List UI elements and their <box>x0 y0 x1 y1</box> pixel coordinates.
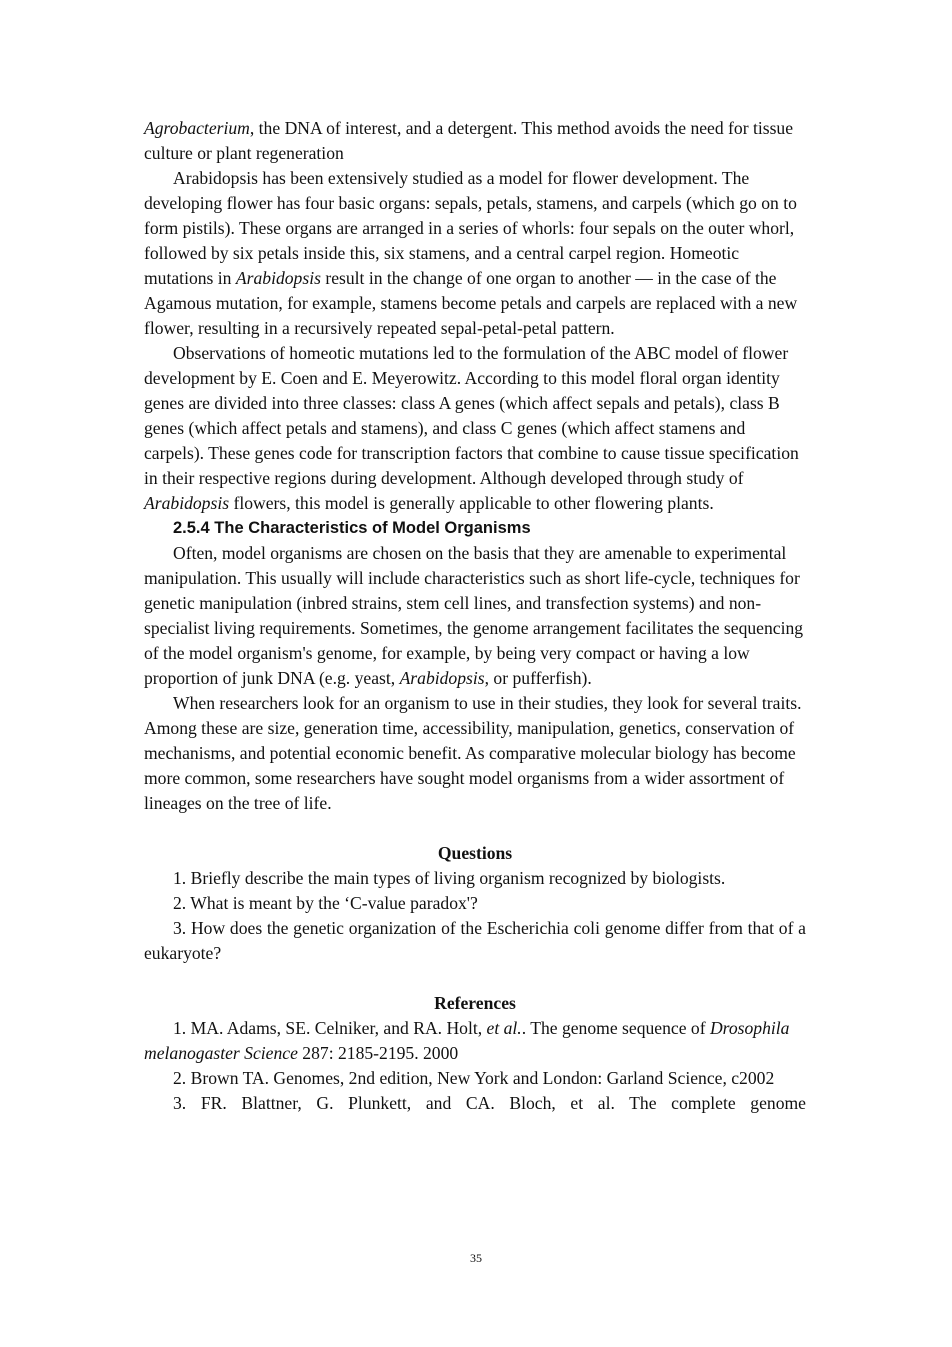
term-agrobacterium: Agrobacterium <box>144 118 250 138</box>
spacer <box>144 816 806 841</box>
question-item: 1. Briefly describe the main types of living organism recognized by biologists. <box>173 868 726 888</box>
paragraph-model-organisms: Often, model organisms are chosen on the basis that they are amenable to experimental manipulation. This usually will include characteristics such as short life-cycle, techniques for genetic manipulation (inbred strains, stem cell lines, and transfection systems) and non-specialist living requirements. Sometimes, the genome arrangement facilitates the sequencing of the model organism's genome, for example, by being very compact or having a low proportion of junk DNA (e.g. yeast, Arabidopsis, or pufferfish). <box>144 543 804 688</box>
question-item: 2. What is meant by the ‘C-value paradox'? <box>173 893 478 913</box>
term-arabidopsis: Arabidopsis <box>144 493 230 513</box>
paragraph-organism-traits: When researchers look for an organism to use in their studies, they look for several traits. Among these are size, generation time, accessibility, manipulation, genetics, conservation of mechanisms, and potential economic benefit. As comparative molecular biology has become more common, some researchers have sought model organisms from a wider assortment of lineages on the tree of life. <box>144 693 802 813</box>
questions-title: Questions <box>437 843 513 863</box>
paragraph-arabidopsis-flower: Arabidopsis has been extensively studied as a model for flower development. The developing flower has four basic organs: sepals, petals, stamens, and carpels (which go on to form pistils). These organs are arranged in a series of whorls: four sepals on the outer whorl, followed by six petals inside this, six stamens, and a central carpel region. Homeotic mutations in Arabidopsis result in the change of one organ to another — in the case of the Agamous mutation, for example, stamens become petals and carpels are replaced with a new flower, resulting in a recursively repeated sepal-petal-petal pattern. <box>144 168 798 338</box>
section-heading: 2.5.4 The Characteristics of Model Organisms <box>173 519 531 537</box>
spacer <box>144 966 806 991</box>
reference-item: 3. FR. Blattner, G. Plunkett, and CA. Bloch, et al. The complete genome <box>173 1093 806 1113</box>
reference-item: 1. MA. Adams, SE. Celniker, and RA. Holt, et al.. The genome sequence of Drosophila melanogaster Science 287: 2185-2195. 2000 <box>144 1018 790 1063</box>
paragraph-abc-model: Observations of homeotic mutations led to the formulation of the ABC model of flower development by E. Coen and E. Meyerowitz. According to this model floral organ identity genes are divided into three classes: class A genes (which affect sepals and petals), class B genes (which affect petals and stamens), and class C genes (which affect stamens and carpels). These genes code for transcription factors that combine to cause tissue specification in their respective regions during development. Although developed through study of Arabidopsis flowers, this model is generally applicable to other flowering plants. <box>144 343 799 513</box>
term-arabidopsis: Arabidopsis <box>235 268 321 288</box>
paragraph-agrobacterium-method: Agrobacterium, the DNA of interest, and a detergent. This method avoids the need for tissue culture or plant regeneration <box>144 118 794 163</box>
question-item: 3. How does the genetic organization of the Escherichia coli genome differ from that of a eukaryote? <box>144 918 806 963</box>
term-arabidopsis: Arabidopsis <box>399 668 485 688</box>
page-content <box>144 116 806 1116</box>
references-title: References <box>434 993 516 1013</box>
reference-item: 2. Brown TA. Genomes, 2nd edition, New York and London: Garland Science, c2002 <box>173 1068 775 1088</box>
page-number: 35 <box>470 1251 482 1265</box>
